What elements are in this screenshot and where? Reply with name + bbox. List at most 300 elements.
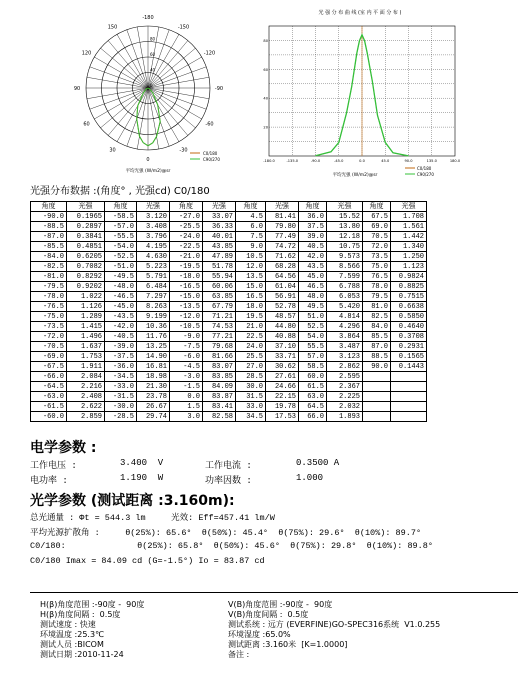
table-cell: -67.5	[31, 362, 67, 372]
table-cell: -40.5	[105, 332, 137, 342]
table-cell: -39.0	[105, 342, 137, 352]
table-cell: -90.0	[31, 212, 67, 222]
table-cell: -16.5	[170, 282, 203, 292]
table-cell: -43.5	[105, 312, 137, 322]
table-cell: 48.57	[266, 312, 299, 322]
table-row	[31, 212, 427, 222]
table-cell: 30.0	[236, 382, 266, 392]
table-cell: 77.21	[203, 332, 236, 342]
table-cell: -54.0	[105, 242, 137, 252]
table-header-cell: 角度	[236, 202, 266, 212]
table-cell: 83.41	[203, 402, 236, 412]
table-cell: 81.66	[203, 352, 236, 362]
optical-imax-line: C0/180 Imax = 84.09 cd (G=-1.5°) Io = 83.87 cd	[30, 556, 265, 566]
table-cell: 2.859	[67, 412, 105, 422]
polar-tick-label: 150	[107, 24, 118, 31]
footer-distance: 测试距离 :3.160米 [K=1.0000]	[228, 640, 348, 649]
table-cell: 1.561	[391, 222, 427, 232]
polar-series-1	[137, 88, 160, 146]
table-cell: 3.864	[327, 332, 363, 342]
table-cell: 47.89	[203, 252, 236, 262]
table-cell: 52.5	[299, 322, 327, 332]
table-cell: -84.0	[31, 252, 67, 262]
table-cell: 40.5	[299, 242, 327, 252]
table-cell: 10.36	[137, 322, 170, 332]
table-cell: -6.0	[170, 352, 203, 362]
table-cell: 79.80	[266, 222, 299, 232]
table-cell: 29.74	[137, 412, 170, 422]
table-cell: 77.49	[266, 232, 299, 242]
table-cell: 56.91	[266, 292, 299, 302]
table-cell: -66.0	[31, 372, 67, 382]
table-cell: 79.5	[363, 292, 391, 302]
table-cell: -3.0	[170, 372, 203, 382]
table-cell: 22.15	[266, 392, 299, 402]
optical-angle-line: 平均光源扩散角 : θ(25%): 65.6° θ(50%): 45.4° θ(75%): 29.6° θ(10%): 89.7°	[30, 528, 422, 538]
table-cell: -22.5	[170, 242, 203, 252]
table-cell: 9.0	[236, 242, 266, 252]
table-cell: -75.0	[31, 312, 67, 322]
optical-c0-line: C0/180: θ(25%): 65.8° θ(50%): 45.6° θ(75%): 29.8° θ(10%): 89.8°	[30, 541, 433, 551]
polar-tick-label: -60	[205, 121, 214, 128]
table-header-cell: 角度	[363, 202, 391, 212]
curve-x-tick: -135.0	[286, 159, 299, 163]
table-cell: 1.708	[391, 212, 427, 222]
table-row	[31, 402, 427, 412]
curve-y-tick: 60	[263, 67, 268, 72]
table-cell: 33.0	[236, 402, 266, 412]
table-cell: 54.0	[299, 332, 327, 342]
table-row	[31, 252, 427, 262]
table-cell: -4.5	[170, 362, 203, 372]
table-cell: 83.85	[203, 372, 236, 382]
polar-footer: 平均光强 (W/m2)@sr	[125, 169, 171, 174]
table-cell: 5.223	[137, 262, 170, 272]
table-cell: 2.367	[327, 382, 363, 392]
current-label: 工作电流 :	[205, 461, 252, 471]
polar-radial-label: 80	[150, 36, 156, 42]
table-header-cell: 光强	[391, 202, 427, 212]
table-cell: 0.1565	[391, 352, 427, 362]
footer-v-step: V(B)角度间隔 : 0.5度	[228, 610, 309, 619]
table-cell: 68.28	[266, 262, 299, 272]
table-row	[31, 332, 427, 342]
table-cell: 85.5	[363, 332, 391, 342]
table-cell: 43.5	[299, 262, 327, 272]
polar-tick-label: 30	[109, 147, 116, 154]
table-cell: -69.0	[31, 352, 67, 362]
table-cell: 45.0	[299, 272, 327, 282]
table-cell: 76.5	[363, 272, 391, 282]
table-cell: 15.0	[236, 282, 266, 292]
footer-speed: 测试速度 : 快速	[40, 620, 96, 629]
table-row	[31, 242, 427, 252]
table-cell: -9.0	[170, 332, 203, 342]
table-cell: 36.33	[203, 222, 236, 232]
table-cell: 60.0	[299, 372, 327, 382]
table-cell: 34.5	[236, 412, 266, 422]
table-cell: 4.814	[327, 312, 363, 322]
curve-title: 光 强 分 布 曲 线 (室 内 平 面 分 布 )	[318, 10, 402, 16]
table-cell: 2.084	[67, 372, 105, 382]
table-cell: 55.5	[299, 342, 327, 352]
table-cell: -36.0	[105, 362, 137, 372]
table-cell: 6.053	[327, 292, 363, 302]
table-cell: 11.76	[137, 332, 170, 342]
table-cell: 60.06	[203, 282, 236, 292]
table-cell: 3.796	[137, 232, 170, 242]
table-cell: -28.5	[105, 412, 137, 422]
polar-radial-label: 40	[150, 67, 156, 73]
table-cell: 1.123	[391, 262, 427, 272]
table-cell: 7.5	[236, 232, 266, 242]
table-cell: 61.5	[299, 382, 327, 392]
polar-tick-label: 90	[73, 86, 81, 92]
table-header-cell: 光强	[67, 202, 105, 212]
table-cell: 82.58	[203, 412, 236, 422]
table-cell: -70.5	[31, 342, 67, 352]
electrical-title: 电学参数 :	[30, 440, 97, 456]
table-cell: 0.5850	[391, 312, 427, 322]
table-cell: -48.0	[105, 282, 137, 292]
table-cell: 4.296	[327, 322, 363, 332]
curve-x-tick: -45.0	[334, 159, 344, 163]
table-cell: -49.5	[105, 272, 137, 282]
polar-tick-label: -150	[177, 24, 190, 31]
table-cell: 1.340	[391, 242, 427, 252]
table-row	[31, 272, 427, 282]
table-row	[31, 292, 427, 302]
table-cell: -87.0	[31, 232, 67, 242]
table-cell: 0.2931	[391, 342, 427, 352]
table-cell: 6.0	[236, 222, 266, 232]
table-cell: -82.5	[31, 262, 67, 272]
curve-grid	[263, 26, 460, 163]
table-cell: 33.07	[203, 212, 236, 222]
table-cell: -85.5	[31, 242, 67, 252]
footer-v-range: V(B)角度范围 :-90度 - 90度	[228, 600, 333, 609]
table-cell: 31.5	[236, 392, 266, 402]
curve-y-tick: 20	[263, 125, 268, 130]
table-cell	[391, 382, 427, 392]
polar-tick-label: -30	[179, 147, 188, 154]
table-cell: 4.195	[137, 242, 170, 252]
table-cell	[391, 402, 427, 412]
table-cell: 64.56	[266, 272, 299, 282]
table-cell: 8.263	[137, 302, 170, 312]
table-row	[31, 372, 427, 382]
table-cell: 79.68	[203, 342, 236, 352]
table-cell: 1.289	[67, 312, 105, 322]
table-cell: 44.80	[266, 322, 299, 332]
table-cell: 1.250	[391, 252, 427, 262]
table-cell	[363, 402, 391, 412]
table-row	[31, 392, 427, 402]
optical-flux-line: 总光通量 : Φt = 544.3 lm 光效: Eff=457.41 lm/W	[30, 513, 275, 523]
intensity-table	[30, 201, 427, 422]
table-cell: 64.5	[299, 402, 327, 412]
curve-x-tick: 135.0	[426, 159, 437, 163]
table-cell: 0.1965	[67, 212, 105, 222]
table-cell: 7.297	[137, 292, 170, 302]
table-cell: 9.199	[137, 312, 170, 322]
table-cell: 37.5	[299, 222, 327, 232]
table-cell: 0.3841	[67, 232, 105, 242]
table-header-cell: 角度	[299, 202, 327, 212]
legend-c0: C0/180	[203, 151, 218, 156]
table-cell: 13.80	[327, 222, 363, 232]
table-cell: 23.78	[137, 392, 170, 402]
table-cell: -52.5	[105, 252, 137, 262]
pf-label: 功率因数 :	[205, 476, 252, 486]
table-cell: 0.6205	[67, 252, 105, 262]
table-cell: 0.4851	[67, 242, 105, 252]
table-cell: 81.0	[363, 302, 391, 312]
footer-h-step: H(β)角度间隔 : 0.5度	[40, 610, 121, 619]
table-cell: 49.5	[299, 302, 327, 312]
table-cell: 3.120	[137, 212, 170, 222]
footer-rule	[30, 592, 518, 593]
table-row	[31, 382, 427, 392]
table-cell: 0.8825	[391, 282, 427, 292]
polar-tick-label: 60	[83, 121, 90, 128]
table-header-cell: 角度	[105, 202, 137, 212]
table-cell: 82.5	[363, 312, 391, 322]
table-row	[31, 302, 427, 312]
table-cell: 18.98	[137, 372, 170, 382]
curve-legend	[405, 166, 434, 177]
table-cell: 1.5	[170, 402, 203, 412]
table-cell: 78.0	[363, 282, 391, 292]
table-cell: -63.0	[31, 392, 67, 402]
table-cell	[363, 382, 391, 392]
table-cell: 0.6638	[391, 302, 427, 312]
table-cell: 43.85	[203, 242, 236, 252]
curve-x-tick: 90.0	[404, 159, 413, 163]
footer-date: 测试日期 :2010-11-24	[40, 650, 124, 659]
table-cell: -58.5	[105, 212, 137, 222]
table-cell: 16.5	[236, 292, 266, 302]
table-cell: 2.032	[327, 402, 363, 412]
table-row	[31, 342, 427, 352]
power-label: 电功率 :	[30, 476, 68, 486]
table-cell: 51.0	[299, 312, 327, 322]
table-cell: 0.8292	[67, 272, 105, 282]
polar-intensity-chart	[58, 10, 238, 175]
table-cell: -10.5	[170, 322, 203, 332]
table-cell: 28.5	[236, 372, 266, 382]
table-cell: 16.81	[137, 362, 170, 372]
table-cell: 84.0	[363, 322, 391, 332]
table-cell: 0.1443	[391, 362, 427, 372]
table-cell: 61.04	[266, 282, 299, 292]
table-cell: -18.0	[170, 272, 203, 282]
table-header-cell: 角度	[31, 202, 67, 212]
polar-radial-label: 60	[150, 52, 156, 57]
table-cell: 87.0	[363, 342, 391, 352]
footer-tester: 测试人员 :BICOM	[40, 640, 104, 649]
table-cell: 57.0	[299, 352, 327, 362]
table-cell: 51.78	[203, 262, 236, 272]
table-cell: 17.53	[266, 412, 299, 422]
voltage-value: 3.400 V	[120, 458, 164, 468]
power-value: 1.190 W	[120, 473, 164, 483]
table-cell: 71.62	[266, 252, 299, 262]
footer-humidity: 环境湿度 :65.0%	[228, 630, 291, 639]
table-cell: 67.5	[363, 212, 391, 222]
table-cell: -81.0	[31, 272, 67, 282]
table-cell: 0.7515	[391, 292, 427, 302]
table-cell: 5.791	[137, 272, 170, 282]
table-cell: -78.0	[31, 292, 67, 302]
table-cell: 9.573	[327, 252, 363, 262]
footer-system: 测试系统 : 远方 (EVERFINE)GO-SPEC316系统 V1.0.255	[228, 620, 441, 629]
table-cell: 74.53	[203, 322, 236, 332]
table-header-cell: 光强	[266, 202, 299, 212]
table-cell: 19.5	[236, 312, 266, 322]
table-cell: 1.415	[67, 322, 105, 332]
table-cell: 48.0	[299, 292, 327, 302]
table-cell: 6.484	[137, 282, 170, 292]
table-cell: 33.71	[266, 352, 299, 362]
table-cell: 1.637	[67, 342, 105, 352]
table-cell: -33.0	[105, 382, 137, 392]
table-cell: 83.07	[203, 362, 236, 372]
curve-legend-c90: C90/270	[417, 172, 434, 177]
table-row	[31, 412, 427, 422]
polar-tick-label: -120	[203, 50, 216, 57]
table-header-cell: 光强	[137, 202, 170, 212]
table-cell: 13.25	[137, 342, 170, 352]
polar-radial-label: 0	[150, 83, 153, 88]
table-cell	[391, 412, 427, 422]
table-row	[31, 222, 427, 232]
table-cell: 84.09	[203, 382, 236, 392]
table-cell: 1.911	[67, 362, 105, 372]
table-cell: 1.022	[67, 292, 105, 302]
table-cell: 19.78	[266, 402, 299, 412]
pf-value: 1.000	[296, 473, 324, 483]
polar-tick-label: 0	[146, 157, 150, 163]
table-header-row	[31, 202, 427, 212]
curve-x-tick: 0.0	[359, 159, 365, 163]
table-cell: 66.0	[299, 412, 327, 422]
table-cell: -15.0	[170, 292, 203, 302]
table-cell: 0.9824	[391, 272, 427, 282]
table-cell: -45.0	[105, 302, 137, 312]
footer-note: 备注 :	[228, 650, 250, 659]
curve-x-tick: -180.0	[263, 159, 275, 163]
table-cell: 15.52	[327, 212, 363, 222]
table-cell: -72.0	[31, 332, 67, 342]
table-cell: -31.5	[105, 392, 137, 402]
curve-xlabel: 平均光强 (W/m2)@sr	[332, 173, 378, 178]
table-cell: 0.2897	[67, 222, 105, 232]
table-cell: -51.0	[105, 262, 137, 272]
table-cell: -46.5	[105, 292, 137, 302]
table-row	[31, 362, 427, 372]
intensity-curve-chart	[255, 8, 460, 183]
table-cell: -21.0	[170, 252, 203, 262]
table-cell: 4.5	[236, 212, 266, 222]
table-cell: -88.5	[31, 222, 67, 232]
table-cell: -25.5	[170, 222, 203, 232]
curve-x-tick: 180.0	[449, 159, 460, 163]
table-cell: -19.5	[170, 262, 203, 272]
table-cell: 27.0	[236, 362, 266, 372]
table-cell: 7.599	[327, 272, 363, 282]
table-cell: 2.408	[67, 392, 105, 402]
table-cell: 0.0	[170, 392, 203, 402]
table-cell: 0.9202	[67, 282, 105, 292]
table-cell: 83.87	[203, 392, 236, 402]
table-cell: 69.0	[363, 222, 391, 232]
polar-tick-label: -180	[142, 15, 154, 21]
table-cell: 8.566	[327, 262, 363, 272]
table-cell: 63.0	[299, 392, 327, 402]
table-cell: 30.62	[266, 362, 299, 372]
polar-tick-label: -90	[214, 86, 224, 92]
table-cell: 24.0	[236, 342, 266, 352]
table-cell: 13.5	[236, 272, 266, 282]
table-cell: 21.0	[236, 322, 266, 332]
table-cell: -55.5	[105, 232, 137, 242]
table-row	[31, 312, 427, 322]
curve-legend-c0: C0/180	[417, 166, 432, 171]
table-cell: 0.7082	[67, 262, 105, 272]
table-cell: -42.0	[105, 322, 137, 332]
table-cell: 1.893	[327, 412, 363, 422]
table-cell: 37.10	[266, 342, 299, 352]
table-cell: 18.0	[236, 302, 266, 312]
curve-x-tick: -90.0	[310, 159, 321, 163]
optical-title: 光学参数 (测试距离 :3.160m):	[30, 493, 235, 509]
table-cell: 24.66	[266, 382, 299, 392]
curve-x-tick: 45.0	[381, 159, 390, 163]
table-cell: 1.753	[67, 352, 105, 362]
table-cell: -24.0	[170, 232, 203, 242]
table-cell: 12.18	[327, 232, 363, 242]
table-cell: -73.5	[31, 322, 67, 332]
table-cell	[391, 372, 427, 382]
table-cell: 52.78	[266, 302, 299, 312]
table-cell: -12.0	[170, 312, 203, 322]
table-cell: 27.61	[266, 372, 299, 382]
table-cell: 3.487	[327, 342, 363, 352]
table-cell: 4.630	[137, 252, 170, 262]
table-cell: 3.0	[170, 412, 203, 422]
table-cell: 2.862	[327, 362, 363, 372]
table-cell	[363, 412, 391, 422]
table-cell: 2.595	[327, 372, 363, 382]
polar-curve	[137, 88, 160, 146]
table-cell: -34.5	[105, 372, 137, 382]
table-cell: 3.408	[137, 222, 170, 232]
table-cell: 39.0	[299, 232, 327, 242]
table-cell: 74.72	[266, 242, 299, 252]
table-cell: -13.5	[170, 302, 203, 312]
polar-legend	[190, 151, 220, 162]
table-cell: 90.0	[363, 362, 391, 372]
table-cell: 2.216	[67, 382, 105, 392]
polar-tick-label: 120	[81, 50, 92, 57]
table-cell: -27.0	[170, 212, 203, 222]
table-caption: 光强分布数据 :(角度° , 光强cd) C0/180	[30, 186, 210, 197]
table-cell: 26.67	[137, 402, 170, 412]
table-cell: 3.123	[327, 352, 363, 362]
table-cell: 21.30	[137, 382, 170, 392]
table-cell: -79.5	[31, 282, 67, 292]
